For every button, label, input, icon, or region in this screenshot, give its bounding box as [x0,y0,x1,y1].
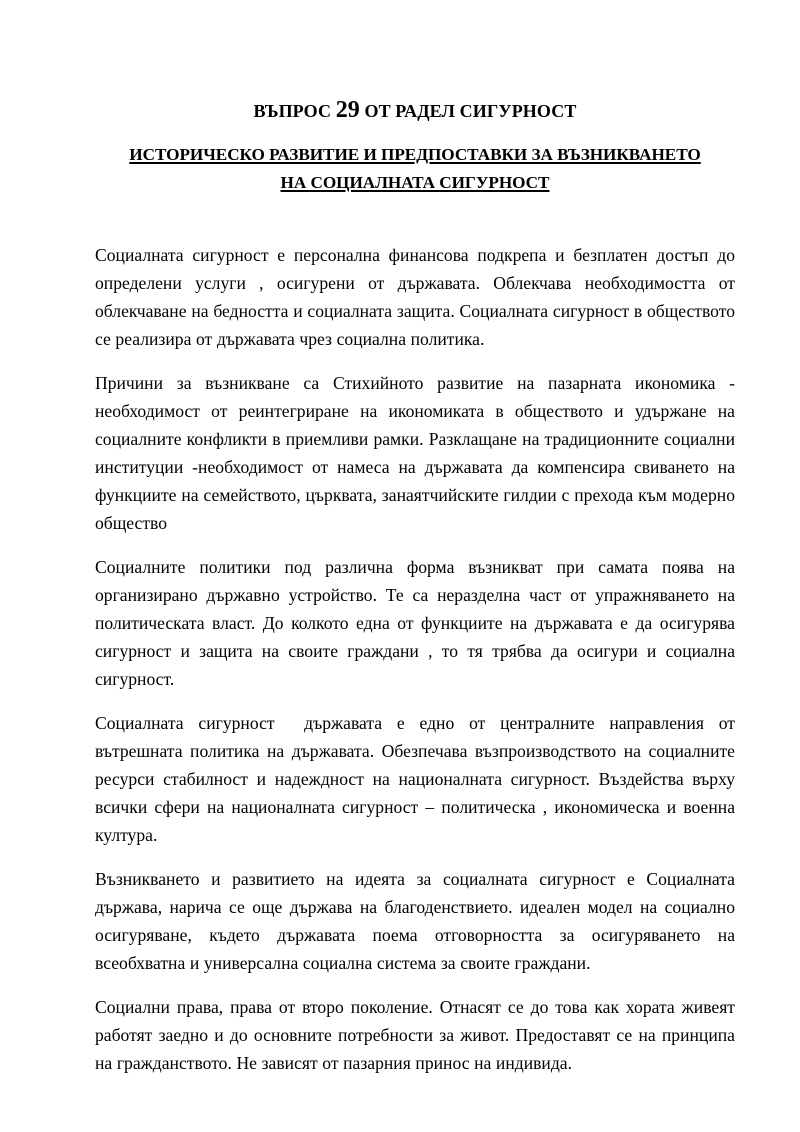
paragraph: Социалната сигурност държавата е едно от централните направления от вътрешната политика на държавата. Обезпечава възпроизводството на социалните ресурси стабилност и надеждност на националната сигурност. Въздейства върху всички сфери на националната сигурност – политическа , икономическа и военна култура. [95,713,740,845]
paragraph: Социалните политики под различна форма възникват при самата поява на организирано държавно устройство. Те са неразделна част от упражняването на политическата власт. До колкото една от функциите на държавата е да осигурява сигурност и защита на своите граждани , то тя трябва да осигури и социална сигурност. [95,557,740,689]
page-subtitle [95,123,735,197]
paragraph: Социалната сигурност е персонална финансова подкрепа и безплатен достъп до определени услуги , осигурени от държавата. Облекчава необходимостта от облекчаване на бедността и социалната защита. Социалната сигурност в обществото се реализира от държавата чрез социална политика. [95,245,740,349]
paragraph: Причини за възникване са Стихийното развитие на пазарната икономика - необходимост от реинтегриране на икономиката в обществото и удържане на социалните конфликти в приемливи рамки. Разклащане на традиционните социални институции -необходимост от намеса на държавата да компенсира свиването на функциите на семейството, църквата, занаятчийските гилдии с прехода към модерно общество [95,373,740,533]
page-title-prefix: ВЪПРОС [253,101,336,121]
page-title-number: 29 [335,97,360,123]
paragraph: Социални права, права от второ поколение. Отнасят се до това как хората живеят работят заедно и до основните потребности за живот. Предоставят се на принципа на гражданството. Не зависят от пазарния принос на индивида. [95,997,740,1073]
page-subtitle-line-2 [95,169,735,197]
page-subtitle-line-1-text: ИСТОРИЧЕСКО РАЗВИТИЕ И ПРЕДПОСТАВКИ ЗА ВЪЗНИКВАНЕТО [129,145,701,164]
page-title [95,0,735,123]
page-subtitle-line-2-text: НА СОЦИАЛНАТА СИГУРНОСТ [280,173,550,192]
page-title-suffix: ОТ РАДЕЛ СИГУРНОСТ [359,101,577,121]
paragraph: Възникването и развитието на идеята за социалната сигурност е Социалната държава, нарича се още държава на благоденствието. идеален модел на социално осигуряване, където държавата поема отговорността за осигуряването на всеобхватна и универсална социална система за своите граждани. [95,869,740,973]
page-subtitle-line-1 [95,141,735,169]
document-content [95,0,740,1077]
document-body [95,197,740,1077]
